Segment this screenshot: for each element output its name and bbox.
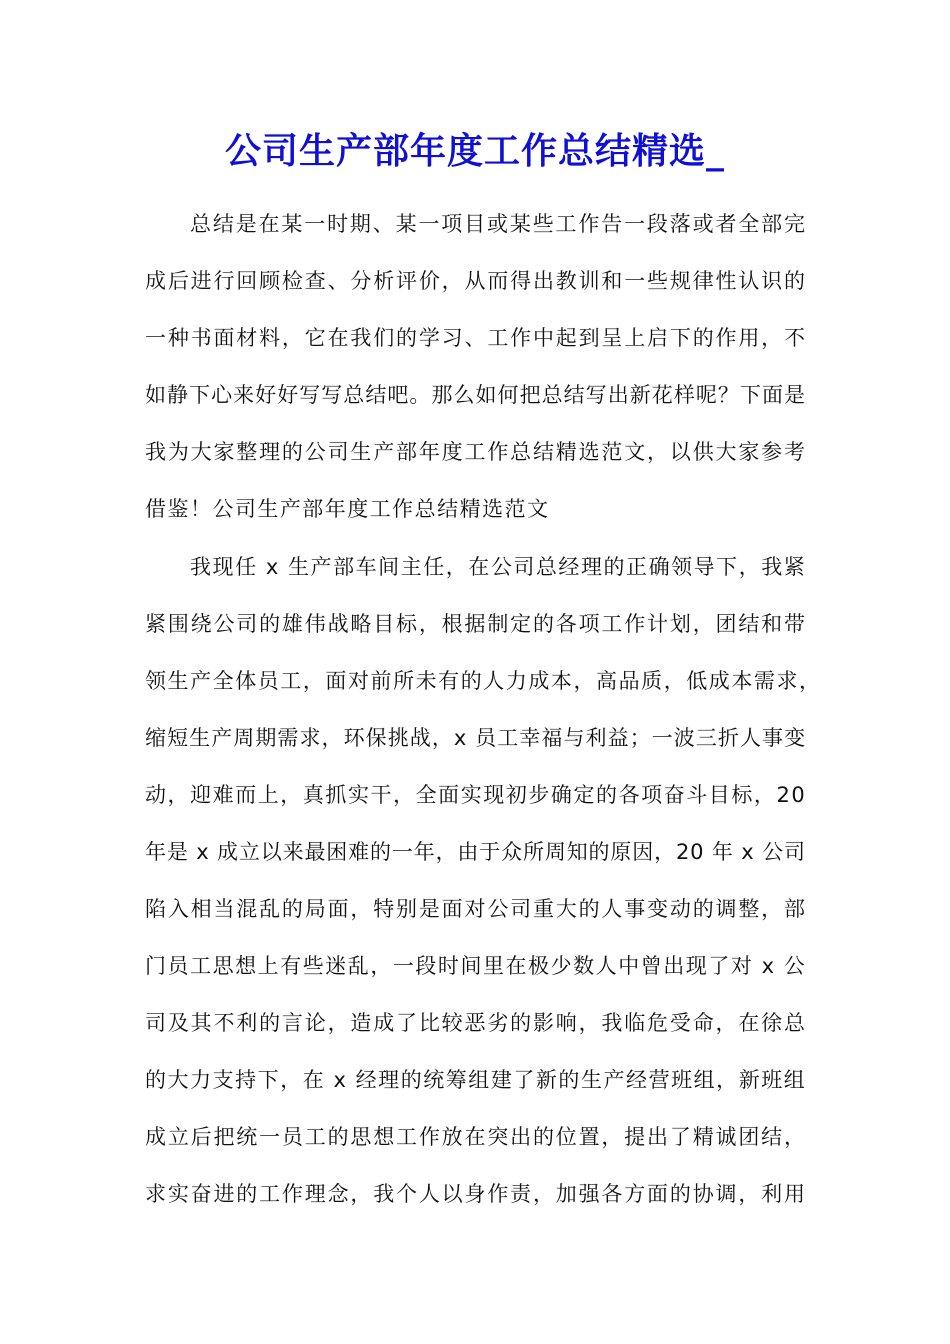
paragraph-2-line-7: 陷入相当混乱的局面，特别是面对公司重大的人事变动的调整，部	[145, 897, 807, 921]
paragraph-2-line-11: 成立后把统一员工的思想工作放在突出的位置，提出了精诚团结，	[145, 1125, 807, 1149]
paragraph-1-line-4: 如静下心来好好写写总结吧。那么如何把总结写出新花样呢？下面是	[145, 383, 807, 407]
paragraph-1-line-2: 成后进行回顾检查、分析评价，从而得出教训和一些规律性认识的	[145, 269, 807, 293]
paragraph-2-line-10: 的大力支持下，在 x 经理的统筹组建了新的生产经营班组，新班组	[145, 1068, 807, 1092]
document-title: 公司生产部年度工作总结精选_	[224, 131, 725, 172]
paragraph-2-line-6: 年是 x 成立以来最困难的一年，由于众所周知的原因，20 年 x 公司	[145, 840, 806, 864]
paragraph-2-line-9: 司及其不利的言论，造成了比较恶劣的影响，我临危受命，在徐总	[145, 1011, 807, 1035]
paragraph-2-line-12: 求实奋进的工作理念，我个人以身作责，加强各方面的协调，利用	[145, 1182, 807, 1206]
paragraph-2-line-4: 缩短生产周期需求，环保挑战，x 员工幸福与利益；一波三折人事变	[145, 726, 807, 750]
paragraph-2-line-5: 动，迎难而上，真抓实干，全面实现初步确定的各项奋斗目标，20	[145, 783, 807, 807]
paragraph-2-line-3: 领生产全体员工，面对前所未有的人力成本，高品质，低成本需求，	[145, 669, 822, 693]
paragraph-1-line-5: 我为大家整理的公司生产部年度工作总结精选范文，以供大家参考	[145, 440, 807, 464]
paragraph-2-line-8: 门员工思想上有些迷乱，一段时间里在极少数人中曾出现了对 x 公	[145, 954, 807, 978]
paragraph-1-line-3: 一种书面材料，它在我们的学习、工作中起到呈上启下的作用，不	[145, 326, 807, 350]
paragraph-2-line-1: 我现任 x 生产部车间主任，在公司总经理的正确领导下，我紧	[190, 555, 807, 579]
paragraph-1-line-6: 借鉴！公司生产部年度工作总结精选范文	[145, 497, 550, 521]
paragraph-2-line-2: 紧围绕公司的雄伟战略目标，根据制定的各项工作计划，团结和带	[145, 612, 807, 636]
paragraph-1-line-1: 总结是在某一时期、某一项目或某些工作告一段落或者全部完	[190, 212, 807, 236]
